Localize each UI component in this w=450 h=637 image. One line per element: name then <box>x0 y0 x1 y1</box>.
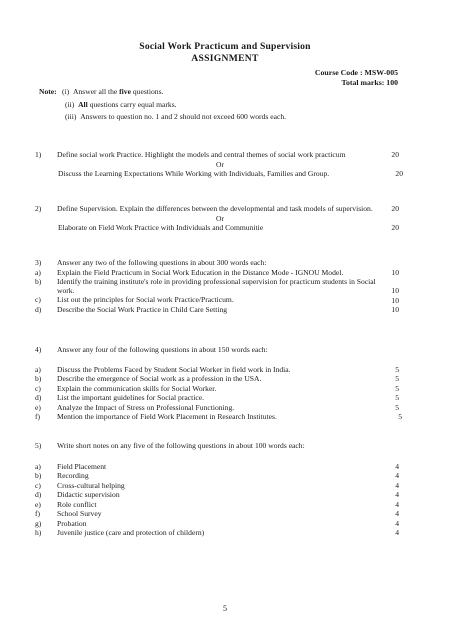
sub-question-text: Mention the importance of Field Work Placement in Research Institutes. <box>57 412 277 421</box>
sub-question-label: a) <box>35 267 41 277</box>
sub-question-text: Juvenile justice (care and protection of childern) <box>57 528 205 537</box>
sub-question-label: g) <box>35 518 42 528</box>
sub-question-marks: 4 <box>395 461 399 471</box>
sub-question-label: d) <box>35 490 42 499</box>
question-row <box>35 150 405 160</box>
note-item-text <box>65 112 286 121</box>
sub-question-label: h) <box>35 528 42 537</box>
sub-question <box>35 519 405 529</box>
note-item-number: (ii) <box>65 99 75 109</box>
question-number: 1) <box>35 150 42 159</box>
sub-question-label: e) <box>35 402 41 412</box>
question-marks: 20 <box>391 150 399 160</box>
sub-question <box>35 393 405 403</box>
question-intro: Answer any four of the following questions in about 150 words each: <box>57 345 268 354</box>
sub-question-marks: 4 <box>395 490 399 500</box>
course-code: Course Code : MSW-005 <box>314 68 398 77</box>
note-item-text <box>65 100 177 109</box>
sub-question-marks: 5 <box>395 374 399 384</box>
note-item <box>39 100 399 113</box>
sub-question-text: Describe the Social Work Practice in Child Care Setting <box>57 304 228 314</box>
alternative-question-marks: 20 <box>391 222 399 232</box>
sub-question <box>35 412 405 422</box>
sub-question <box>35 277 405 295</box>
total-marks: Total marks: 100 <box>341 78 398 87</box>
sub-question-text: Identify the training institute's role in providing professional supervision for practicum students in Social work. <box>57 277 376 296</box>
sub-question-marks: 10 <box>391 295 399 305</box>
sub-question <box>35 268 405 278</box>
sub-question <box>35 500 405 510</box>
question-number: 3) <box>35 258 42 267</box>
sub-question-marks: 4 <box>395 528 399 538</box>
sub-question-text: Cross-cultural helping <box>57 480 125 490</box>
question-5 <box>35 441 405 538</box>
sub-question <box>35 490 405 500</box>
document-title: Social Work Practicum and Supervision <box>139 41 311 52</box>
note-item-post: questions carry equal marks. <box>87 99 177 109</box>
sub-question-marks: 4 <box>395 499 399 509</box>
instructions-note <box>39 87 399 125</box>
alternative-question-row <box>35 169 405 179</box>
question-4 <box>35 345 405 422</box>
sub-question-text: School Survey <box>57 509 102 518</box>
question-1 <box>35 150 405 178</box>
note-item <box>39 112 399 125</box>
note-item-post: questions. <box>130 87 164 96</box>
sub-question-text: Role conflict <box>57 499 97 509</box>
sub-question <box>35 365 405 375</box>
alternative-question-text: Elaborate on Field Work Practice with Individuals and Communitie <box>58 222 264 232</box>
sub-question-label: b) <box>35 471 42 480</box>
sub-question-marks: 4 <box>395 471 399 481</box>
sub-question-text: Analyze the Impact of Stress on Professional Functioning. <box>57 402 235 412</box>
sub-question-marks: 5 <box>395 402 399 412</box>
note-item-pre: Answer all the <box>72 87 120 96</box>
sub-question <box>35 403 405 413</box>
note-item-number: (iii) <box>65 112 77 121</box>
sub-question-text: Describe the emergence of Social work as a profession in the USA. <box>57 374 262 383</box>
sub-question <box>35 481 405 491</box>
question-number: 4) <box>35 345 42 354</box>
question-intro: Write short notes on any five of the following questions in about 100 words each: <box>57 441 305 450</box>
sub-question-label: a) <box>35 364 41 374</box>
sub-question <box>35 509 405 519</box>
sub-question-label: c) <box>35 383 41 393</box>
sub-question-text: List the important guidelines for Social practice. <box>57 393 204 402</box>
sub-question-marks: 5 <box>395 364 399 374</box>
sub-question <box>35 528 405 538</box>
question-intro: Answer any two of the following questions in about 300 words each: <box>57 258 267 267</box>
question-marks: 20 <box>391 204 399 214</box>
alternative-question-row <box>35 223 405 233</box>
question-2 <box>35 204 405 232</box>
note-label: Note: <box>39 87 57 96</box>
sub-question-label: a) <box>35 461 41 471</box>
sub-question-marks: 10 <box>391 305 399 315</box>
sub-question <box>35 384 405 394</box>
sub-question-marks: 5 <box>395 393 399 403</box>
note-item-text <box>62 87 163 96</box>
sub-question-marks: 4 <box>395 509 399 519</box>
question-row <box>35 204 405 214</box>
sub-question <box>35 305 405 315</box>
sub-question-text: Discuss the Problems Faced by Student Social Worker in field work in India. <box>57 364 291 374</box>
sub-question <box>35 471 405 481</box>
question-number: 2) <box>35 204 42 213</box>
sub-question-label: c) <box>35 480 41 490</box>
sub-question <box>35 462 405 472</box>
sub-question-marks: 5 <box>395 383 399 393</box>
sub-question-label: c) <box>35 295 41 305</box>
sub-question-text: Didactic supervision <box>57 490 120 499</box>
alternative-question-text: Discuss the Learning Expectations While Working with Individuals, Families and Group. <box>58 168 330 178</box>
sub-question-text: Explain the communication skills for Social Worker. <box>57 383 217 393</box>
sub-question-text: List out the principles for Social work Practice/Practicum. <box>57 295 234 305</box>
alternative-question-marks: 20 <box>395 168 403 178</box>
sub-question-label: f) <box>35 412 41 421</box>
sub-question <box>35 374 405 384</box>
sub-question-marks: 5 <box>398 412 402 422</box>
note-item-bold: All <box>78 99 88 109</box>
note-item-number: (i) <box>62 87 70 96</box>
note-item <box>39 87 399 100</box>
sub-question-label: b) <box>35 374 42 383</box>
question-intro-row <box>35 441 405 451</box>
sub-question-text: Probation <box>57 518 87 528</box>
sub-question-label: f) <box>35 509 41 518</box>
page-number: 5 <box>223 604 227 613</box>
sub-question-marks: 10 <box>391 286 399 296</box>
question-text: Define social work Practice. Highlight the models and central themes of social work practicum <box>57 150 346 159</box>
sub-question-text: Recording <box>57 471 89 480</box>
or-separator: Or <box>215 159 224 169</box>
or-separator: Or <box>215 213 224 223</box>
sub-question-text: Explain the Field Practicum in Social Work Education in the Distance Mode - IGNOU Model. <box>57 267 344 277</box>
question-3 <box>35 258 405 314</box>
sub-question-marks: 4 <box>395 518 399 528</box>
document-subtitle: ASSIGNMENT <box>191 53 259 64</box>
note-item-pre: Answers to question no. 1 and 2 should not exceed 600 words each. <box>80 112 287 121</box>
question-text: Define Supervision. Explain the differences between the developmental and task models of supervision. <box>57 204 373 213</box>
sub-question-text: Field Placement <box>57 461 107 471</box>
sub-question <box>35 295 405 305</box>
sub-question-marks: 10 <box>391 267 399 277</box>
sub-question-label: d) <box>35 304 42 314</box>
note-item-bold: five <box>119 87 131 96</box>
sub-question-label: b) <box>35 277 42 286</box>
sub-question-label: d) <box>35 393 42 402</box>
question-intro-row <box>35 345 405 355</box>
question-number: 5) <box>35 441 42 450</box>
sub-question-marks: 4 <box>395 480 399 490</box>
question-intro-row <box>35 258 405 268</box>
sub-question-label: e) <box>35 499 41 509</box>
